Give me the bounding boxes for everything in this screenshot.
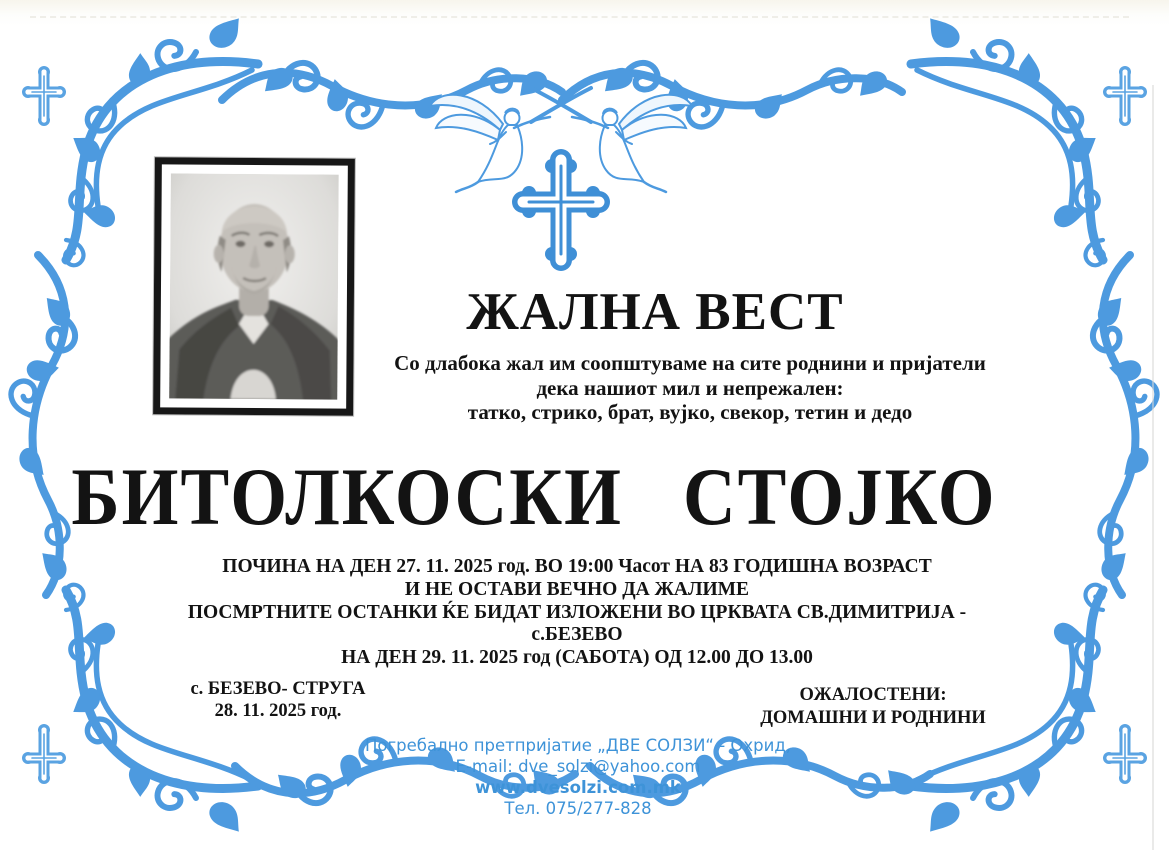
- place-line: с. БЕЗЕВО- СТРУГА: [190, 679, 366, 699]
- company-website: www.dvesolzi.com.mk: [475, 778, 681, 797]
- orthodox-cross-icon: [512, 149, 610, 271]
- portrait-image: [169, 173, 339, 399]
- place-and-date: [148, 678, 408, 722]
- notice-details: [142, 556, 1012, 670]
- deceased-given-name: СТОЈКО: [682, 451, 997, 542]
- mourners-names: ДОМАШНИ И РОДНИНИ: [760, 708, 986, 728]
- company-name: Погребално претпријатие „ДВЕ СОЛЗИ“ - Охрид,: [364, 736, 792, 755]
- notice-intro: [370, 351, 1010, 425]
- company-email: E-mail: dve_solzi@yahoo.com: [455, 757, 701, 776]
- deceased-name: [60, 450, 1008, 544]
- funeral-company-footer: [337, 735, 819, 819]
- deceased-surname: БИТОЛКОСКИ: [71, 451, 623, 542]
- details-line-3: ПОСМРТНИТЕ ОСТАНКИ ЌЕ БИДАТ ИЗЛОЖЕНИ ВО ЦРКВАТА СВ.ДИМИТРИЈА - с.БЕЗЕВО: [187, 601, 967, 646]
- company-phone: Тел. 075/277-828: [504, 799, 652, 818]
- mourners-block: [733, 684, 1013, 730]
- intro-line-3: татко, стрико, брат, вујко, свекор, тетин и дедо: [467, 400, 913, 424]
- details-line-2: И НЕ ОСТАВИ ВЕЧНО ДА ЖАЛИМЕ: [404, 578, 750, 600]
- date-line: 28. 11. 2025 год.: [214, 701, 342, 721]
- details-line-1: ПОЧИНА НА ДЕН 27. 11. 2025 год. ВО 19:00 Часот НА 83 ГОДИШНА ВОЗРАСТ: [222, 556, 932, 577]
- details-line-4: НА ДЕН 29. 11. 2025 год (САБОТА) ОД 12.00 ДО 13.00: [341, 647, 813, 669]
- scan-artifact-right: [1152, 85, 1154, 850]
- intro-line-1: Со длабока жал им соопштуваме на сите роднини и пријатели: [394, 351, 986, 375]
- notice-title: ЖАЛНА ВЕСТ: [466, 283, 844, 341]
- intro-line-2: дека нашиот мил и непрежален:: [536, 375, 844, 400]
- mourners-label: ОЖАЛОСТЕНИ:: [799, 685, 947, 705]
